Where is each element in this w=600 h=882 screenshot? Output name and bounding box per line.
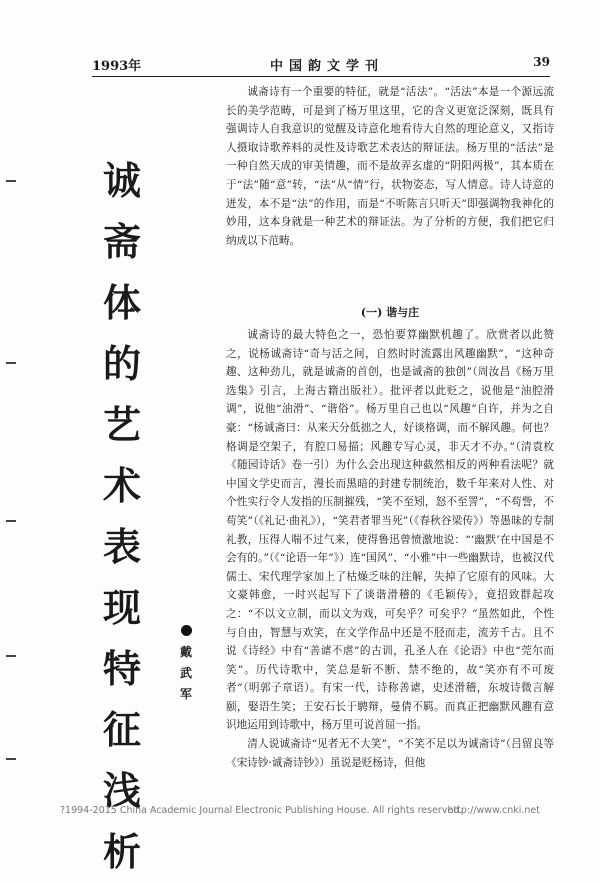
- title-char: 表: [102, 524, 141, 569]
- body-text-top: [226, 83, 554, 250]
- edge-mark: [6, 362, 16, 364]
- journal-year: 1993年: [92, 59, 142, 74]
- journal-title: 中国韵文学刊: [270, 59, 385, 74]
- title-char: 斋: [102, 219, 141, 264]
- copyright-notice: ?1994-2015 China Academic Journal Electronic Publishing House. All rights reserved.: [60, 805, 463, 816]
- edge-mark: [6, 655, 16, 657]
- author-char: 戴: [179, 645, 192, 659]
- author-char: 武: [179, 666, 192, 680]
- title-char: 体: [102, 280, 141, 325]
- title-char: 析: [102, 829, 141, 874]
- article-title-vertical: [96, 150, 148, 882]
- bullet-icon: [181, 625, 192, 636]
- edge-mark: [6, 520, 16, 522]
- body-paragraph: 清人说诚斋诗“见者无不大笑”，“不笑不足以为诚斋诗”（吕留良等《宋诗钞·诚斋诗钞》）虽说是贬杨诗，但他: [226, 738, 554, 769]
- title-char: 征: [102, 707, 141, 752]
- title-char: 术: [102, 463, 141, 508]
- body-paragraph: 诚斋诗有一个重要的特征，就是“活法”。“活法”本是一个源远流长的美学范畴，可是到了杨万里这里，它的含义更宽泛深刻，既具有强调诗人自我意识的觉醒及诗意化地看待大自然的理论意义，又指诗人摄取诗歌养料的灵性及诗歌艺术表达的辩证法。杨万里的“活法”是一种自然天成的审美情趣，而不是故弄玄虚的“阴阳两极”，其本质在于“法”随“意”转，“法”从“情”行，状物姿态，写人情意。诗人诗意的迸发，本不是“法”的作用，而是“不听陈言只听天”即强调物我神化的妙用，这本身就是一种艺术的辩证法。为了分析的方便，我们把它归纳成以下范畴。: [226, 86, 554, 247]
- section-heading: (一) 谐与庄: [360, 306, 420, 319]
- page-footer: [0, 805, 600, 819]
- title-char: 艺: [102, 402, 141, 447]
- source-url: http://www.cnki.net: [447, 805, 540, 816]
- author-char: 军: [179, 687, 192, 701]
- edge-mark: [6, 758, 16, 760]
- title-char: 的: [102, 341, 141, 386]
- title-char: 诚: [102, 158, 141, 203]
- page-number: 39: [533, 55, 550, 69]
- body-text-bottom: [226, 326, 554, 772]
- title-char: 现: [102, 585, 141, 630]
- body-paragraph: 诚斋诗的最大特色之一，恐怕要算幽默机趣了。欣赏者以此赞之，说杨诚斋诗“奇与活之间，自然时时流露出风趣幽默”，“这种奇趣、这种劲儿，就是诚斋的首创，也是诚斋的独创”（周汝昌《杨万里选集》引言，上海古籍出版社）。批评者以此贬之，说他是“油腔滑调”，说他“油滑”、“谐俗”。杨万里自己也以“风趣”自许，并为之自豪：“杨诚斋曰：从来天分低拙之人，好谈格调，而不解风趣。何也？格调是空架子，有腔口易描；风趣专写心灵，非天才不办。”（清袁枚《随园诗话》卷一引）为什么会出现这种截然相反的两种看法呢？就中国文学史而言，漫长而黑暗的封建专制统治，数千年来对人性、对个性实行令人发指的压制摧残，“笑不至矧，怒不至詈”，“不苟訾，不苟笑”（《礼记·曲礼》），“笑君者罪当死”（《春秋谷梁传》）等愚昧的专制礼教，压得人喘不过气来，使得鲁迅曾愤激地说：“‘幽默’在中国是不会有的。”（《“论语一年”》）连“国风”、“小雅”中一些幽默诗，也被汉代儒士、宋代理学家加上了枯燥乏味的注解，失掉了它原有的风味。大文豪韩愈，一时兴起写下了谈谐滑稽的《毛颖传》，竟招致群起攻之：“不以文立制，而以文为戏，可矣乎？可矣乎？”虽然如此，个性与自由，智慧与欢笑，在文学作品中还是不胫而走，流芳千古。且不说《诗经》中有“善谑不虐”的古训，孔圣人在《论语》中也“莞尔而笑”。历代诗歌中，笑总是斩不断、禁不绝的，故“笑亦有不可废者”（明郭子章语）。有宋一代，诗称善谑，史述滑稽，东坡诗微言解颐，娶语生笑；王安石长于騁辩，曼倩不羁。而真正把幽默风趣有意识地运用到诗歌中，杨万里可说首屈一指。: [226, 329, 554, 732]
- title-char: 浅: [102, 768, 141, 813]
- title-char: 特: [102, 646, 141, 691]
- page-header: [92, 55, 550, 77]
- edge-mark: [6, 180, 16, 182]
- header-rule: [92, 76, 550, 77]
- author-byline: [174, 625, 198, 705]
